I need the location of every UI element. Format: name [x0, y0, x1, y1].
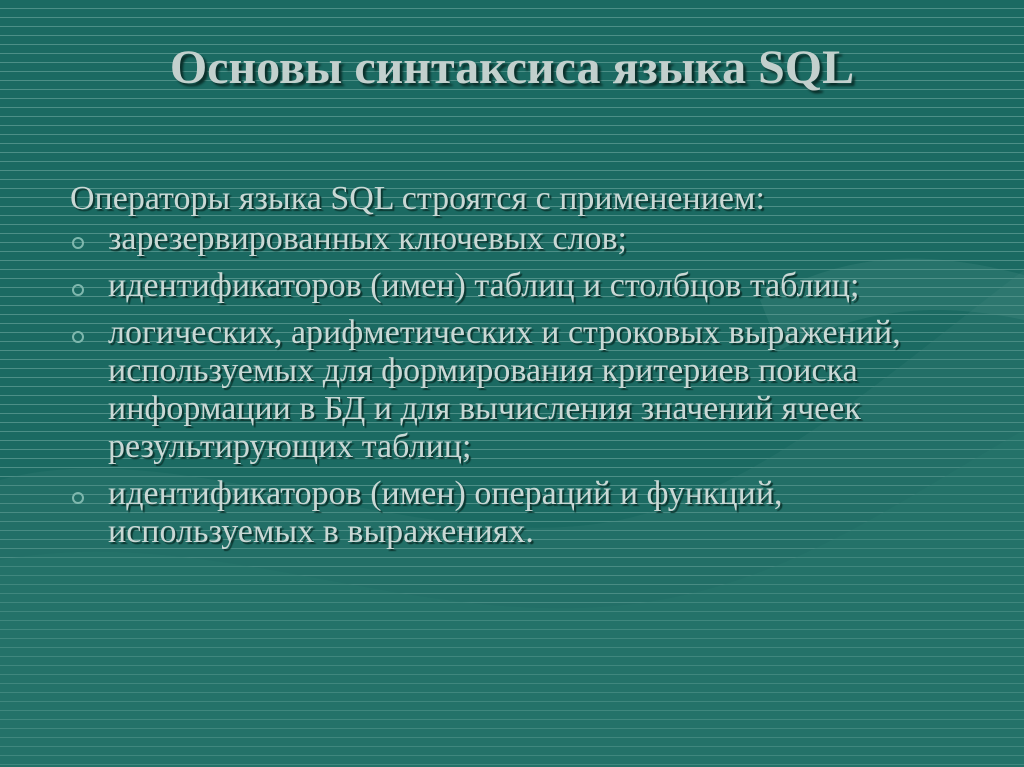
bullet-text: идентификаторов (имен) операций и функций, используемых в выражениях. [108, 475, 783, 550]
bullet-item [70, 314, 970, 466]
intro-text: Операторы языка SQL строятся с применением: [70, 180, 765, 217]
bullet-item [70, 267, 970, 305]
bullet-text: зарезервированных ключевых слов; [108, 220, 627, 257]
slide-content [70, 180, 970, 560]
bullet-item [70, 220, 970, 258]
bullet-text: логических, арифметических и строковых выражений, используемых для формирования критериев поиска информации в БД и для вычисления значений ячеек результирующих таблиц; [108, 314, 901, 465]
circle-bullet-icon [72, 284, 84, 296]
circle-bullet-icon [72, 237, 84, 249]
circle-bullet-icon [72, 331, 84, 343]
bullet-text: идентификаторов (имен) таблиц и столбцов таблиц; [108, 267, 860, 304]
circle-bullet-icon [72, 492, 84, 504]
slide-title: Основы синтаксиса языка SQL [169, 41, 855, 94]
bullet-list [70, 220, 970, 551]
bullet-item [70, 475, 970, 551]
